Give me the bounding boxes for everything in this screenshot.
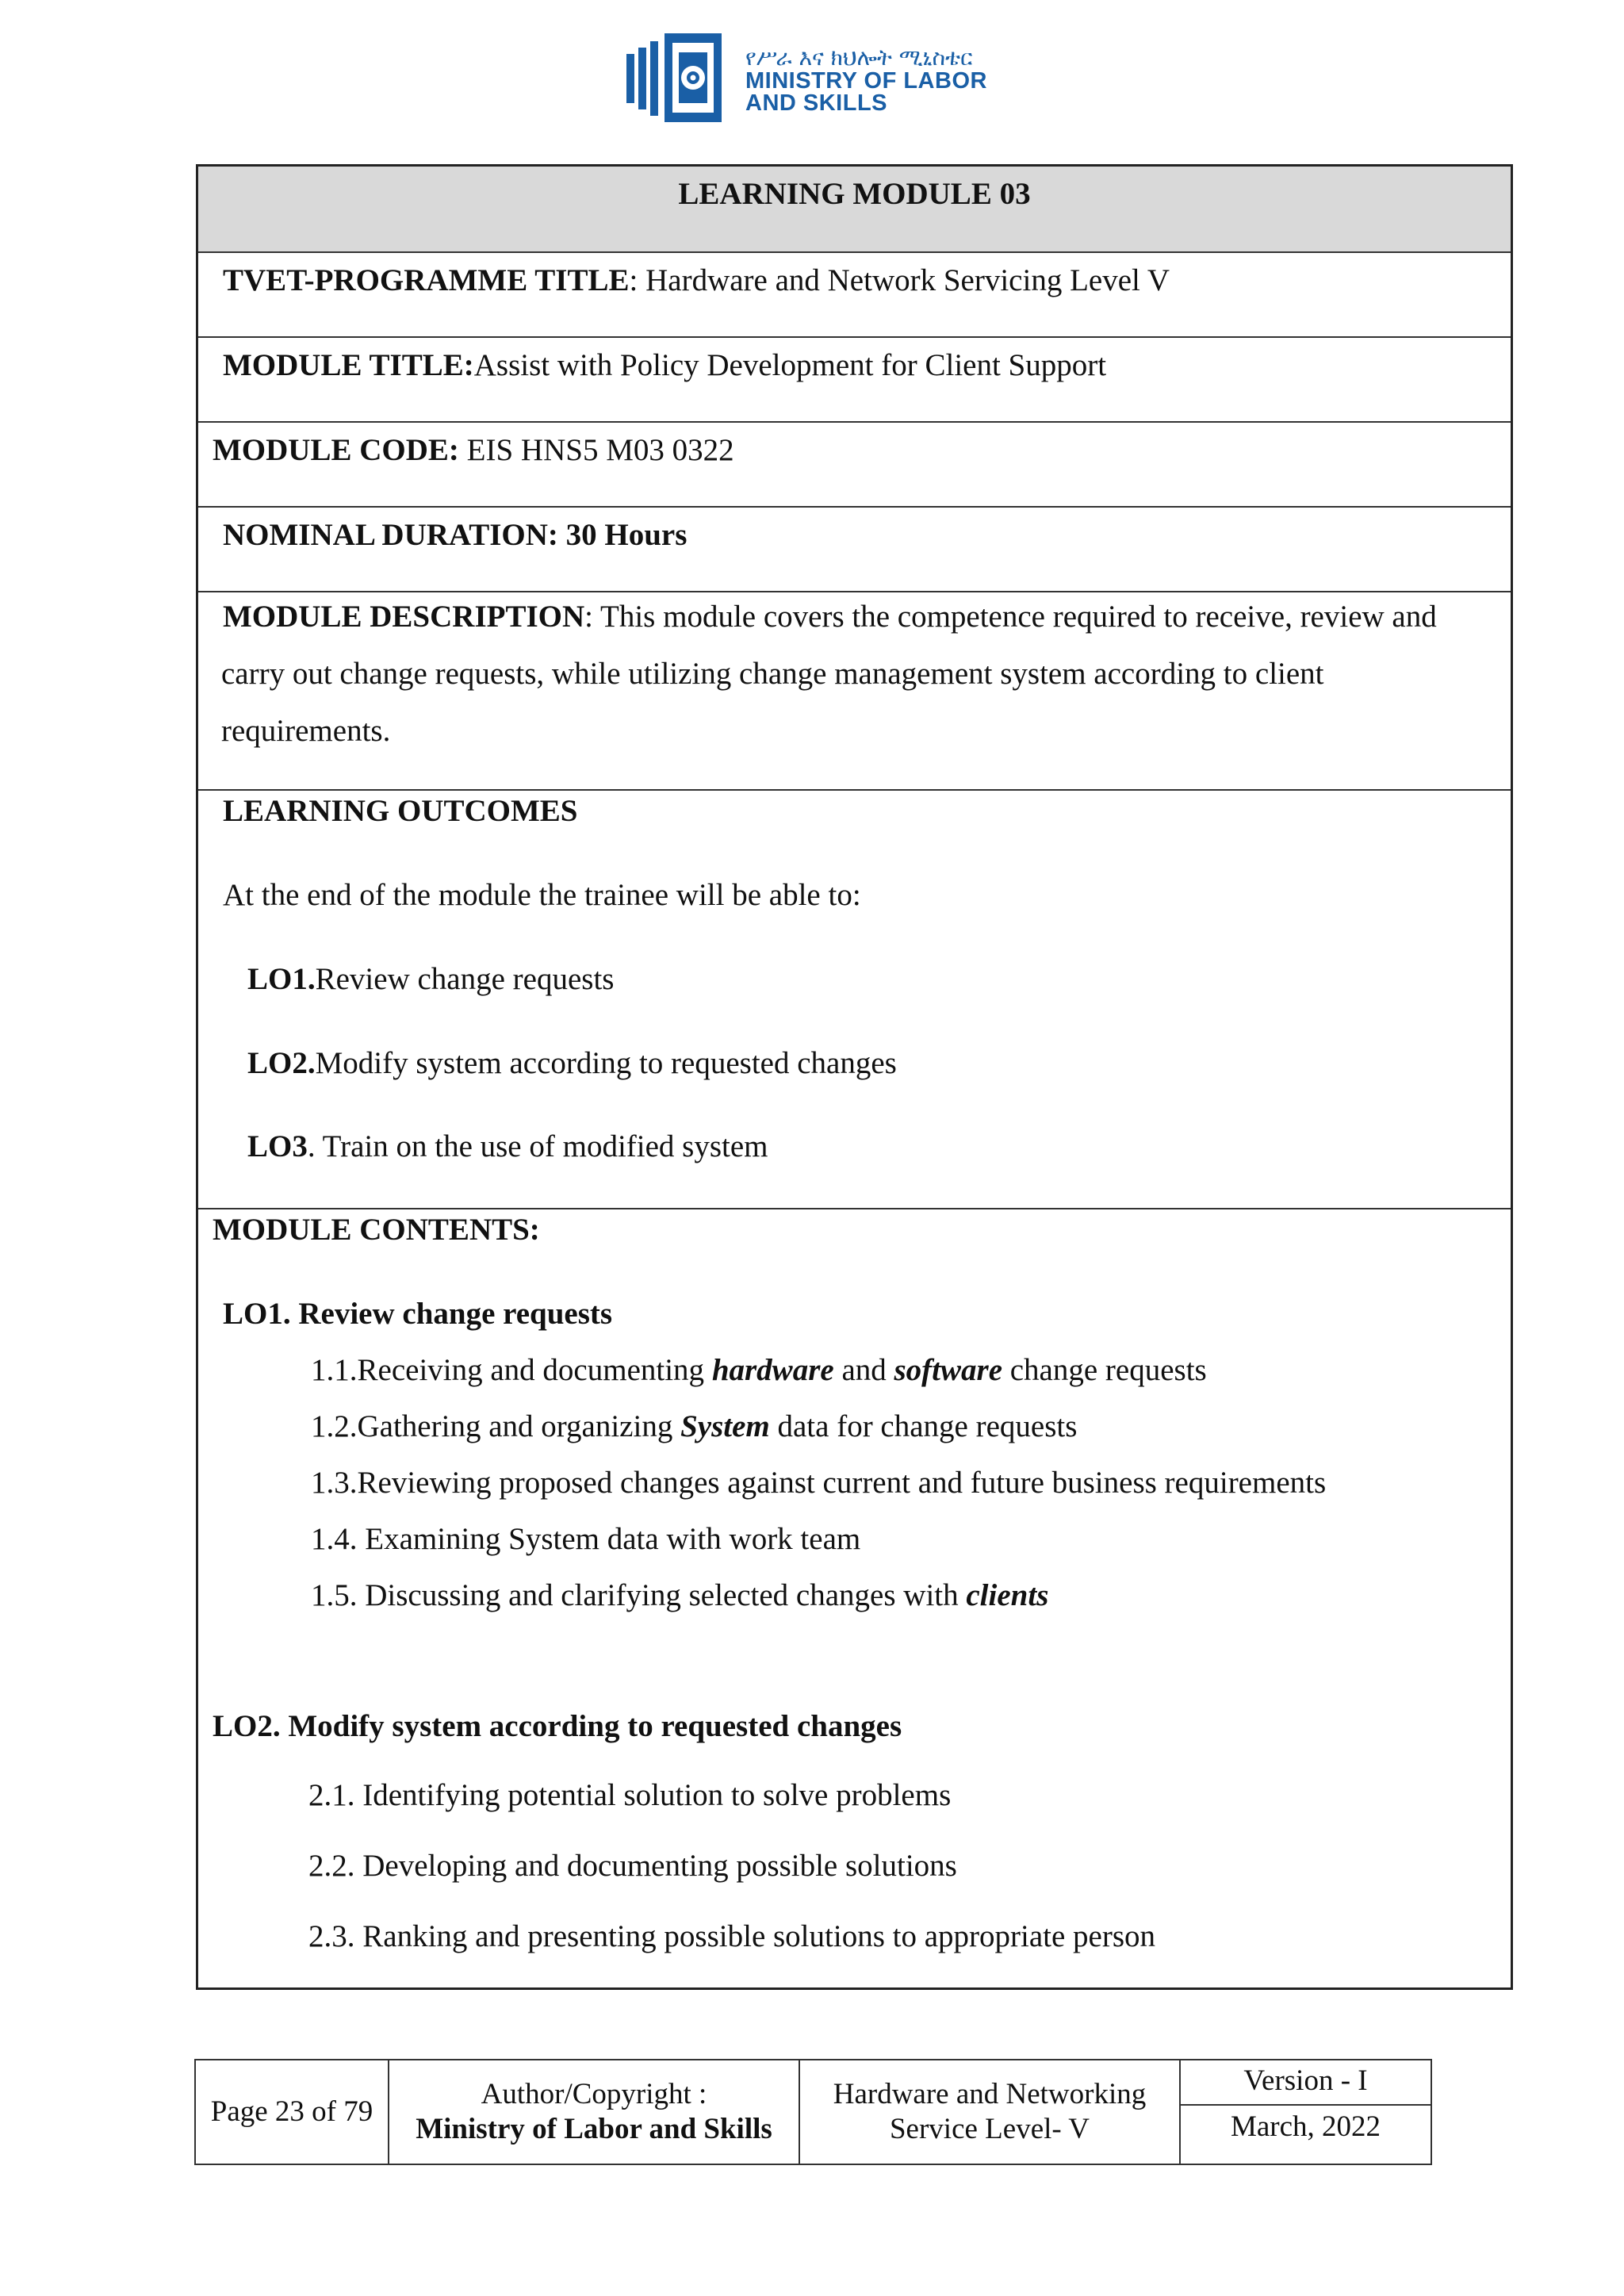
lo2-heading: LO2. Modify system according to requested changes	[213, 1709, 902, 1743]
content-item	[308, 1918, 1155, 1955]
content-item	[311, 1465, 1326, 1501]
module-title-label: MODULE TITLE:	[223, 348, 474, 382]
version-divider	[1181, 2104, 1431, 2106]
content-item-text: Discussing and clarifying selected changes with	[357, 1578, 967, 1612]
outcome-code: LO1.	[247, 962, 316, 996]
content-item	[311, 1352, 1207, 1389]
outcome-item	[247, 961, 614, 998]
footer-title-line2: Service Level- V	[889, 2113, 1090, 2145]
footer-author-cell	[389, 2060, 800, 2164]
content-item-number: 1.2.	[311, 1409, 358, 1443]
content-item-text: Examining System data with work team	[357, 1522, 861, 1556]
content-item-number: 1.4.	[311, 1522, 358, 1556]
learning-outcomes-intro: At the end of the module the trainee will be able to:	[223, 878, 861, 912]
content-item-emphasis: software	[894, 1353, 1002, 1387]
module-heading: LEARNING MODULE 03	[678, 177, 1031, 211]
footer-version-cell	[1181, 2060, 1431, 2164]
ministry-emblem-icon	[625, 30, 736, 125]
outcome-text: Review change requests	[315, 962, 615, 996]
content-item-number: 1.5.	[311, 1578, 358, 1612]
content-item-text: Gathering and organizing	[357, 1409, 681, 1443]
footer-page-cell	[196, 2060, 389, 2164]
module-contents-heading: MODULE CONTENTS:	[213, 1213, 540, 1247]
module-code-label: MODULE CODE:	[213, 433, 459, 467]
module-description-text: : This module covers the competence required to receive, review and carry out change requests, while utilizing change management system according to client requirements.	[221, 600, 1437, 748]
author-label: Author/Copyright :	[481, 2078, 707, 2110]
content-item-number: 2.1.	[308, 1778, 355, 1812]
page-footer	[194, 2059, 1432, 2165]
version-date: March, 2022	[1230, 2110, 1381, 2143]
programme-title-value: : Hardware and Network Servicing Level V	[629, 263, 1170, 297]
content-item-text: Developing and documenting possible solutions	[354, 1849, 957, 1883]
content-item-text: Receiving and documenting	[357, 1353, 712, 1387]
page-number: Page 23 of 79	[210, 2095, 373, 2128]
learning-module-table	[196, 164, 1513, 1990]
author-name: Ministry of Labor and Skills	[416, 2113, 772, 2145]
footer-title-line1: Hardware and Networking	[833, 2078, 1147, 2110]
outcome-item	[247, 1045, 897, 1082]
outcome-text: Modify system according to requested changes	[315, 1046, 897, 1080]
content-item-emphasis: hardware	[711, 1353, 834, 1387]
content-item-number: 1.3.	[311, 1466, 358, 1500]
module-heading-row	[198, 167, 1511, 251]
content-item-text: Ranking and presenting possible solutions to appropriate person	[354, 1919, 1156, 1953]
outcome-code: LO3	[247, 1129, 308, 1163]
content-item	[311, 1409, 1077, 1445]
footer-title-cell	[800, 2060, 1181, 2164]
logo-name-line1: MINISTRY OF LABOR	[745, 68, 987, 94]
content-item	[308, 1777, 951, 1814]
logo-name-line2: AND SKILLS	[745, 90, 887, 116]
content-item-number: 1.1.	[311, 1353, 358, 1387]
programme-title-row	[198, 251, 1511, 336]
module-contents-row	[198, 1208, 1511, 1992]
lo1-heading: LO1. Review change requests	[223, 1297, 613, 1331]
module-code-row	[198, 421, 1511, 506]
content-item-emphasis: clients	[966, 1578, 1049, 1612]
content-item-emphasis: System	[680, 1409, 770, 1443]
content-item-text: Reviewing proposed changes against current and future business requirements	[357, 1466, 1327, 1500]
outcome-item	[247, 1129, 768, 1165]
module-description-label: MODULE DESCRIPTION	[223, 600, 585, 634]
module-code-value: EIS HNS5 M03 0322	[458, 433, 734, 467]
module-title-value: Assist with Policy Development for Client Support	[473, 348, 1107, 382]
logo-amharic-name: የሥራ እና ክህሎት ሚኒስቴር	[745, 44, 973, 71]
programme-title-label: TVET-PROGRAMME TITLE	[223, 263, 630, 297]
version: Version - I	[1243, 2064, 1368, 2097]
content-item-text: data for change requests	[769, 1409, 1078, 1443]
module-description-row	[198, 591, 1511, 789]
content-item-text: change requests	[1002, 1353, 1207, 1387]
module-title-row	[198, 336, 1511, 421]
content-item	[311, 1521, 860, 1558]
content-item-text: and	[833, 1353, 894, 1387]
outcome-code: LO2.	[247, 1046, 316, 1080]
nominal-duration: NOMINAL DURATION: 30 Hours	[223, 518, 688, 552]
learning-outcomes-row	[198, 789, 1511, 1208]
content-item-number: 2.3.	[308, 1919, 355, 1953]
outcome-text: . Train on the use of modified system	[307, 1129, 768, 1163]
logo-text	[745, 46, 987, 114]
content-item	[308, 1848, 957, 1884]
content-item	[311, 1577, 1048, 1614]
nominal-duration-row	[198, 506, 1511, 591]
content-item-number: 2.2.	[308, 1849, 355, 1883]
learning-outcomes-heading: LEARNING OUTCOMES	[223, 794, 578, 828]
content-item-text: Identifying potential solution to solve problems	[354, 1778, 952, 1812]
